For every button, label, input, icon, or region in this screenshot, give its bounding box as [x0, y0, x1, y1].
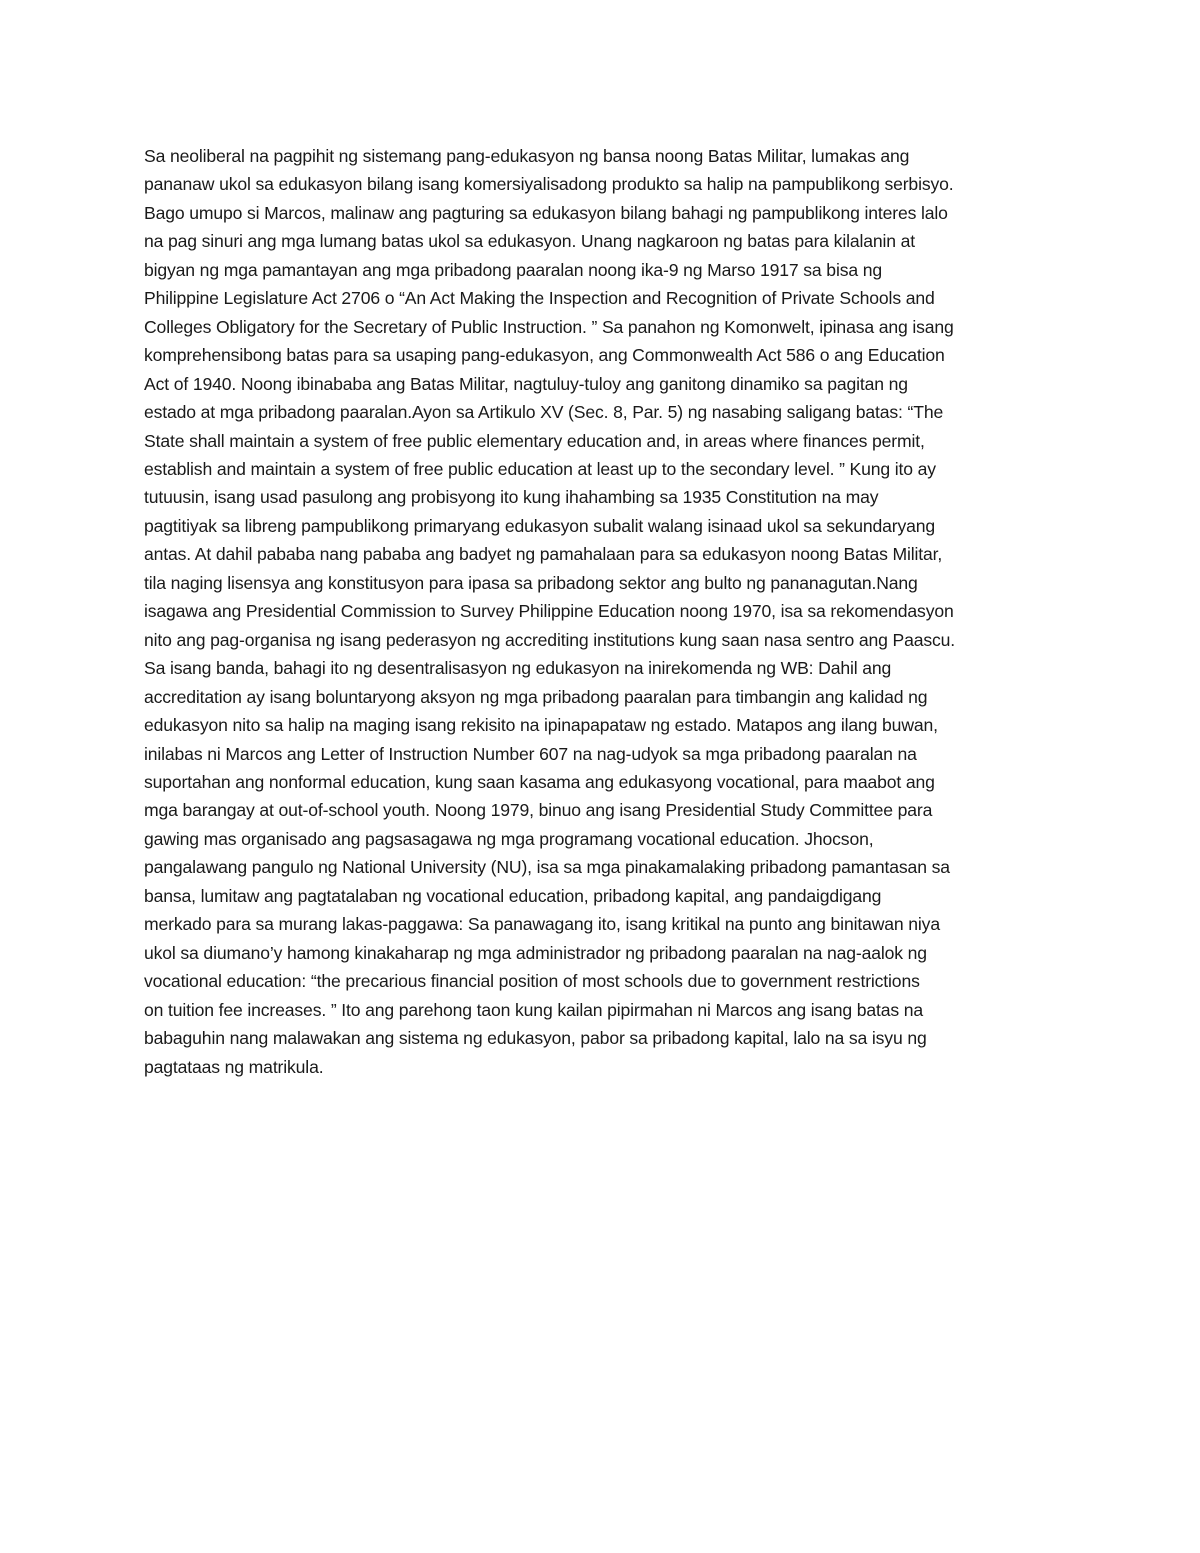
text-line: State shall maintain a system of free public elementary education and, in areas where finances permit,: [144, 430, 925, 451]
text-line: nito ang pag-organisa ng isang pederasyon ng accrediting institutions kung saan nasa sentro ang Paascu.: [144, 629, 956, 650]
text-line: Act of 1940. Noong ibinababa ang Batas Militar, nagtuluy-tuloy ang ganitong dinamiko sa pagitan ng: [144, 373, 908, 394]
text-line: komprehensibong batas para sa usaping pang-edukasyon, ang Commonwealth Act 586 o ang Education: [144, 345, 945, 366]
text-line: edukasyon nito sa halip na maging isang rekisito na ipinapapataw ng estado. Matapos ang ilang buwan,: [144, 715, 938, 736]
text-line: pananaw ukol sa edukasyon bilang isang komersiyalisadong produkto sa halip na pampublikong serbisyo.: [144, 174, 954, 195]
text-line: merkado para sa murang lakas-paggawa: Sa panawagang ito, isang kritikal na punto ang binitawan niya: [144, 914, 940, 935]
body-paragraph: [144, 142, 1074, 1081]
text-line: Sa isang banda, bahagi ito ng desentralisasyon ng edukasyon na inirekomenda ng WB: Dahil ang: [144, 658, 892, 679]
text-line: Philippine Legislature Act 2706 o “An Act Making the Inspection and Recognition of Private Schools and: [144, 288, 935, 309]
text-line: accreditation ay isang boluntaryong aksyon ng mga pribadong paaralan para timbangin ang kalidad ng: [144, 686, 928, 707]
text-line: ukol sa diumano’y hamong kinakaharap ng mga administrador ng pribadong paaralan na nag-aalok ng: [144, 942, 927, 963]
text-line: Bago umupo si Marcos, malinaw ang pagturing sa edukasyon bilang bahagi ng pampublikong interes lalo: [144, 202, 948, 223]
text-line: on tuition fee increases. ” Ito ang parehong taon kung kailan pipirmahan ni Marcos ang isang batas na: [144, 999, 924, 1020]
text-line: pagtataas ng matrikula.: [144, 1056, 324, 1077]
text-line: pangalawang pangulo ng National University (NU), isa sa mga pinakamalaking pribadong pamantasan sa: [144, 857, 950, 878]
text-line: vocational education: “the precarious financial position of most schools due to government restrictions: [144, 971, 920, 992]
text-line: na pag sinuri ang mga lumang batas ukol sa edukasyon. Unang nagkaroon ng batas para kilalanin at: [144, 231, 916, 252]
text-line: inilabas ni Marcos ang Letter of Instruction Number 607 na nag-udyok sa mga pribadong paaralan na: [144, 743, 917, 764]
text-line: estado at mga pribadong paaralan.Ayon sa Artikulo XV (Sec. 8, Par. 5) ng nasabing saligang batas: “The: [144, 402, 944, 423]
text-line: Colleges Obligatory for the Secretary of Public Instruction. ” Sa panahon ng Komonwelt, ipinasa ang isang: [144, 316, 954, 337]
text-line: tutuusin, isang usad pasulong ang probisyong ito kung ihahambing sa 1935 Constitution na may: [144, 487, 879, 508]
text-line: mga barangay at out-of-school youth. Noong 1979, binuo ang isang Presidential Study Committee para: [144, 800, 933, 821]
text-line: babaguhin nang malawakan ang sistema ng edukasyon, pabor sa pribadong kapital, lalo na sa isyu ng: [144, 1028, 927, 1049]
text-line: establish and maintain a system of free public education at least up to the secondary level. ” Kung ito ay: [144, 458, 936, 479]
text-line: suportahan ang nonformal education, kung saan kasama ang edukasyong vocational, para maabot ang: [144, 771, 935, 792]
text-line: antas. At dahil pababa nang pababa ang badyet ng pamahalaan para sa edukasyon noong Batas Militar,: [144, 544, 943, 565]
text-line: bansa, lumitaw ang pagtatalaban ng vocational education, pribadong kapital, ang pandaigdigang: [144, 885, 882, 906]
text-line: pagtitiyak sa libreng pampublikong primaryang edukasyon subalit walang isinaad ukol sa sekundaryang: [144, 515, 936, 536]
text-line: Sa neoliberal na pagpihit ng sistemang pang-edukasyon ng bansa noong Batas Militar, lumakas ang: [144, 146, 910, 166]
text-line: isagawa ang Presidential Commission to Survey Philippine Education noong 1970, isa sa rekomendasyon: [144, 601, 954, 622]
text-line: tila naging lisensya ang konstitusyon para ipasa sa pribadong sektor ang bulto ng pananagutan.Nang: [144, 572, 918, 593]
text-line: gawing mas organisado ang pagsasagawa ng mga programang vocational education. Jhocson,: [144, 828, 874, 849]
text-line: bigyan ng mga pamantayan ang mga pribadong paaralan noong ika-9 ng Marso 1917 sa bisa ng: [144, 259, 882, 280]
